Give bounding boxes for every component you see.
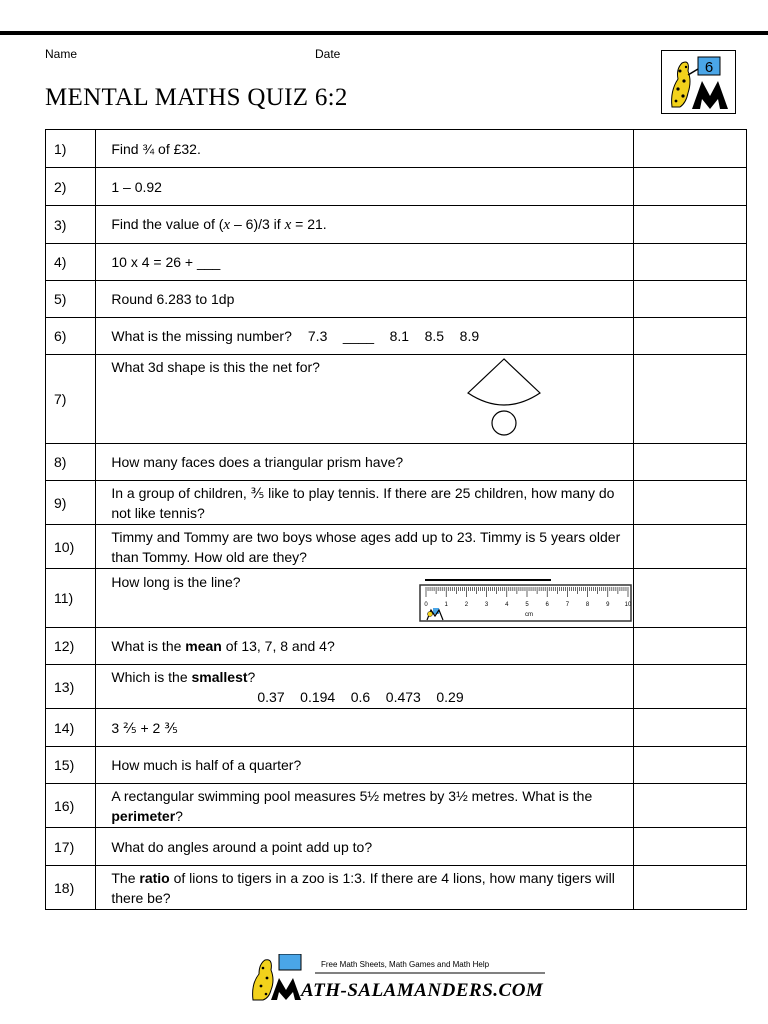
question-row (46, 709, 747, 747)
question-row (46, 244, 747, 281)
question-text-part: Find ¾ of £32. (111, 140, 201, 157)
question-text-part: x (223, 217, 231, 233)
question-number: 12) (46, 628, 96, 665)
question-row (46, 828, 747, 866)
ruler-tick-label: 0 (424, 602, 429, 608)
question-row (46, 318, 747, 355)
page-title: MENTAL MATHS QUIZ 6:2 (45, 84, 348, 111)
answer-box[interactable] (634, 244, 747, 281)
question-text (96, 444, 634, 481)
question-text-part: of lions to tigers in a zoo is 1:3. If there are 4 lions, how many tigers will there be? (111, 869, 615, 906)
question-row (46, 747, 747, 784)
question-row (46, 665, 747, 709)
question-text-part: 3 ⅖ + 2 ⅗ (111, 719, 178, 736)
answer-box[interactable] (634, 525, 747, 569)
footer-site: ATH-SALAMANDERS.COM (301, 980, 544, 1001)
question-number: 1) (46, 130, 96, 168)
question-number: 14) (46, 709, 96, 747)
question-number: 18) (46, 866, 96, 910)
question-text-part: = 21. (291, 216, 327, 232)
question-number: 15) (46, 747, 96, 784)
answer-box[interactable] (634, 130, 747, 168)
footer-logo (249, 954, 549, 1004)
question-row (46, 628, 747, 665)
question-text-part: ? (175, 807, 183, 824)
ruler-tick-label: 9 (606, 602, 610, 608)
date-label: Date (315, 47, 341, 61)
question-text (96, 828, 634, 866)
number-sequence: 7.3 ____ 8.1 8.5 8.9 (307, 328, 480, 344)
question-text-part: of 13, 7, 8 and 4? (221, 638, 335, 654)
question-text-part: perimeter (111, 807, 176, 824)
question-text-part: Round 6.283 to 1dp (111, 291, 235, 307)
question-row (46, 481, 747, 525)
question-text (96, 569, 634, 628)
question-text-part: How much is half of a quarter? (111, 757, 302, 773)
answer-box[interactable] (634, 628, 747, 665)
question-row (46, 130, 747, 168)
question-row (46, 168, 747, 206)
question-text-part: What do angles around a point add up to? (111, 838, 373, 855)
circle-base (492, 411, 516, 435)
question-text (96, 665, 634, 709)
question-text (96, 747, 634, 784)
answer-box[interactable] (634, 569, 747, 628)
question-text-part: In a group of children, ⅗ like to play tennis. If there are 25 children, how many do not like tennis? (111, 484, 615, 521)
question-text-part: Timmy and Tommy are two boys whose ages add up to 23. Timmy is 5 years older than Tommy. How old are they? (111, 528, 621, 565)
decimal-values: 0.37 0.194 0.6 0.473 0.29 (257, 688, 464, 705)
question-text (96, 130, 634, 168)
question-row (46, 281, 747, 318)
question-text-part: What is the (111, 638, 186, 654)
question-text-part: 10 x 4 = 26 + ___ (111, 254, 221, 270)
answer-box[interactable] (634, 281, 747, 318)
question-text-part: How many faces does a triangular prism have? (111, 454, 404, 470)
question-text (96, 244, 634, 281)
ruler-unit-label: cm (525, 612, 534, 618)
ruler-tick-label: 6 (545, 602, 550, 608)
question-text-part: Which is the (111, 668, 192, 685)
ruler-tick-label: 8 (586, 602, 590, 608)
question-text (96, 709, 634, 747)
answer-box[interactable] (634, 665, 747, 709)
question-number: 9) (46, 481, 96, 525)
ruler-salamander-icon (428, 612, 433, 617)
question-text (96, 168, 634, 206)
question-number: 10) (46, 525, 96, 569)
question-text-part: – 6)/3 if (230, 216, 285, 232)
question-text-part: What 3d shape is this the net for? (111, 359, 320, 375)
question-row (46, 569, 747, 628)
question-text (96, 866, 634, 910)
ruler-tick-label: 10 (625, 602, 632, 608)
ruler-diagram (419, 578, 633, 624)
question-number: 11) (46, 569, 96, 628)
question-text (96, 481, 634, 525)
ruler-tick-label: 4 (505, 602, 509, 608)
question-number: 16) (46, 784, 96, 828)
answer-box[interactable] (634, 481, 747, 525)
question-text (96, 525, 634, 569)
grade-badge: 6 (704, 59, 714, 76)
salamander-logo (661, 50, 736, 114)
question-text (96, 355, 634, 444)
question-row (46, 444, 747, 481)
question-number: 7) (46, 355, 96, 444)
question-text-part: The (111, 869, 140, 886)
question-row (46, 206, 747, 244)
ruler-tick-label: 2 (465, 602, 469, 608)
question-text-part: smallest (191, 668, 248, 685)
question-row (46, 784, 747, 828)
answer-box[interactable] (634, 828, 747, 866)
question-row (46, 866, 747, 910)
top-rule (0, 31, 768, 35)
question-number: 17) (46, 828, 96, 866)
question-row (46, 525, 747, 569)
answer-box[interactable] (634, 318, 747, 355)
ruler-tick-label: 3 (485, 602, 489, 608)
answer-box[interactable] (634, 784, 747, 828)
ruler-tick-label: 7 (566, 602, 570, 608)
question-number: 13) (46, 665, 96, 709)
question-text-part: ? (247, 668, 256, 685)
question-number: 8) (46, 444, 96, 481)
answer-box[interactable] (634, 444, 747, 481)
question-text (96, 784, 634, 828)
question-number: 2) (46, 168, 96, 206)
question-text-part: ratio (139, 869, 170, 886)
question-text (96, 318, 634, 355)
cone-net-diagram (446, 355, 566, 441)
question-number: 3) (46, 206, 96, 244)
question-text-part: A rectangular swimming pool measures 5½ metres by 3½ metres. What is the (111, 787, 593, 804)
question-number: 5) (46, 281, 96, 318)
question-number: 6) (46, 318, 96, 355)
question-text-part: How long is the line? (111, 574, 241, 590)
sector-shape (468, 359, 540, 405)
answer-box[interactable] (634, 866, 747, 910)
answer-box[interactable] (634, 168, 747, 206)
ruler-tick-label: 5 (525, 602, 530, 608)
question-text (96, 206, 634, 244)
question-text-part: Find the value of ( (111, 216, 224, 232)
quiz-table (45, 129, 747, 910)
question-text-part: 1 – 0.92 (111, 178, 162, 195)
question-text-part: mean (185, 638, 222, 654)
ruler-tick-label: 1 (444, 602, 449, 608)
answer-box[interactable] (634, 206, 747, 244)
answer-box[interactable] (634, 355, 747, 444)
name-label: Name (45, 47, 78, 61)
question-row (46, 355, 747, 444)
footer-tagline: Free Math Sheets, Math Games and Math Help (321, 960, 490, 969)
question-number: 4) (46, 244, 96, 281)
question-text-part: x (284, 217, 292, 233)
question-text (96, 281, 634, 318)
answer-box[interactable] (634, 747, 747, 784)
question-text (96, 628, 634, 665)
answer-box[interactable] (634, 709, 747, 747)
question-text-part: What is the missing number? (111, 328, 292, 344)
